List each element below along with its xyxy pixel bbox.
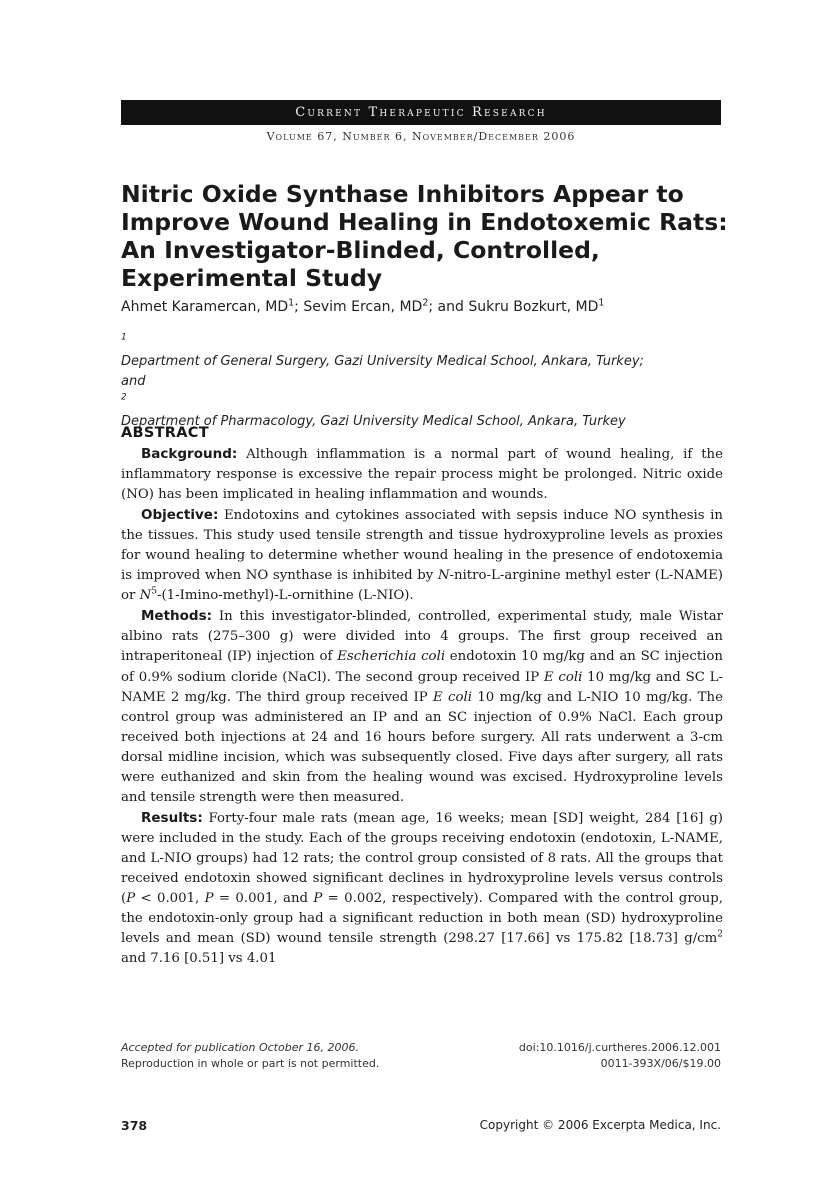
- results-text-5: and 7.16 [0.51] vs 4.01: [121, 951, 277, 967]
- affiliation-2: [121, 372, 721, 432]
- results-text-1: Forty-four male rats (mean age, 16 weeks; mean [SD] weight, 284 [16] g) were included in the study. Each of the groups receiving endotoxin (endotoxin, L-NAME, and L-NIO groups) had 12 rats; the control group consisted of 8 rats. All the groups that received endotoxin showed significant declines in hydroxyproline levels versus controls (: [121, 810, 723, 907]
- reproduction-notice: Reproduction in whole or part is not permitted.: [121, 1057, 380, 1070]
- affiliation-2-mark: 2: [121, 392, 127, 403]
- methods-text-1: In this investigator-blinded, controlled, experimental study, male Wistar albino rats (275–300 g) were divided into 4 groups. The first group received an intraperitoneal (IP) injection of: [121, 609, 723, 665]
- title-line-3: An Investigator-Blinded, Controlled,: [121, 236, 600, 264]
- affiliation-and: and: [121, 374, 146, 389]
- background-label: Background:: [141, 446, 238, 462]
- accepted-date: Accepted for publication October 16, 2006.: [121, 1041, 359, 1054]
- abstract-background: [121, 444, 723, 505]
- abstract-methods: [121, 606, 723, 807]
- affiliation-2-text: Department of Pharmacology, Gazi University Medical School, Ankara, Turkey: [121, 414, 626, 429]
- footnote-left: [121, 1040, 461, 1072]
- affiliation-1-text: Department of General Surgery, Gazi University Medical School, Ankara, Turkey;: [121, 354, 644, 369]
- title-line-4: Experimental Study: [121, 264, 383, 292]
- methods-text-3: 10 mg/kg and SC L-NAME 2 mg/kg. The third group received IP: [121, 669, 723, 705]
- copyright: Copyright © 2006 Excerpta Medica, Inc.: [479, 1118, 721, 1132]
- results-text-2: < 0.001,: [135, 891, 205, 907]
- abstract-heading: ABSTRACT: [121, 425, 209, 441]
- results-p-2: P: [204, 891, 214, 907]
- objective-label: Objective:: [141, 507, 219, 524]
- results-p-3: P: [313, 891, 323, 907]
- author-1-affil-mark: 1: [288, 297, 295, 309]
- author-3-affil-mark: 1: [598, 297, 605, 309]
- author-2-affil-mark: 2: [422, 297, 429, 309]
- methods-ecoli-1: Escherichia coli: [337, 649, 446, 665]
- issue-info: Volume 67, Number 6, November/December 2006: [266, 130, 576, 143]
- author-3: ; and Sukru Bozkurt, MD: [428, 299, 599, 315]
- objective-text-3: -(1-Imino-methyl)-L-ornithine (L-NIO).: [156, 588, 414, 604]
- affiliation-1: [121, 332, 721, 372]
- abstract-body: [121, 444, 723, 969]
- objective-text-2: -nitro-L-arginine methyl ester (L-NAME) or: [121, 568, 723, 604]
- journal-name: Current Therapeutic Research: [295, 105, 547, 120]
- methods-label: Methods:: [141, 608, 213, 625]
- author-2: ; Sevim Ercan, MD: [294, 299, 423, 315]
- footnote-right: [440, 1040, 721, 1072]
- page-number: 378: [121, 1118, 148, 1133]
- results-unit-sup: 2: [717, 929, 723, 940]
- objective-n-1: N: [437, 568, 450, 584]
- affiliations: [121, 332, 721, 432]
- objective-n-2: N: [139, 588, 152, 604]
- author-1: Ahmet Karamercan, MD: [121, 299, 289, 315]
- affiliation-1-mark: 1: [121, 332, 127, 343]
- doi: doi:10.1016/j.curtheres.2006.12.001: [518, 1041, 721, 1054]
- methods-ecoli-2: E coli: [543, 669, 583, 685]
- abstract-objective: [121, 505, 723, 606]
- author-list: [121, 299, 721, 315]
- title-line-2: Improve Wound Healing in Endotoxemic Rats:: [121, 208, 728, 236]
- results-text-3: = 0.001, and: [213, 891, 314, 907]
- methods-text-2: endotoxin 10 mg/kg and an SC injection of 0.9% sodium cloride (NaCl). The second group received IP: [121, 649, 723, 685]
- objective-n-2-sup: 5: [151, 586, 157, 597]
- abstract-results: [121, 808, 723, 969]
- methods-ecoli-3: E coli: [433, 689, 473, 705]
- results-text-4: = 0.002, respectively). Compared with the control group, the endotoxin-only group had a significant reduction in both mean (SD) hydroxyproline levels and mean (SD) wound tensile strength (298.27 [17.66] vs 175.82 [18.73] g/cm: [121, 891, 723, 947]
- article-title: [121, 180, 728, 292]
- results-p-1: P: [126, 891, 136, 907]
- objective-text-1: Endotoxins and cytokines associated with sepsis induce NO synthesis in the tissues. This study used tensile strength and tissue hydroxyproline levels as proxies for wound healing to determine whether wound healing in the presence of endotoxemia is improved when NO synthase is inhibited by: [121, 508, 723, 584]
- journal-title-bar: [121, 100, 721, 125]
- methods-text-4: 10 mg/kg and L-NIO 10 mg/kg. The control group was administered an IP and an SC injection of 0.9% NaCl. Each group received both injections at 24 and 16 hours before surgery. All rats underwent a 3-cm dorsal midline incision, which was subsequently closed. Five days after surgery, all rats were euthanized and skin from the healing wound was excised. Hydroxyproline levels and tensile strength were then measured.: [121, 689, 723, 805]
- title-line-1: Nitric Oxide Synthase Inhibitors Appear to: [121, 180, 684, 208]
- background-text: Although inflammation is a normal part of wound healing, if the inflammatory response is excessive the repair process might be prolonged. Nitric oxide (NO) has been implicated in healing inflammation and wounds.: [121, 447, 723, 503]
- issn-price: 0011-393X/06/$19.00: [600, 1057, 721, 1070]
- results-label: Results:: [141, 809, 203, 826]
